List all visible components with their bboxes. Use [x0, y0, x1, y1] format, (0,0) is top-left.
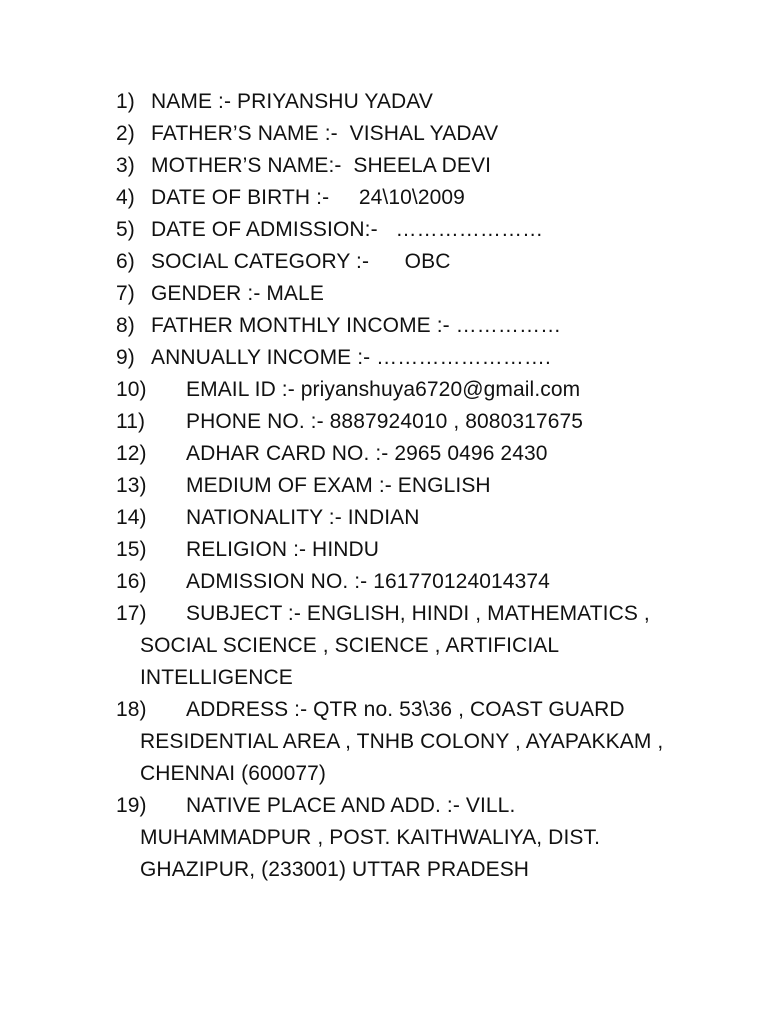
item-number: 1)	[116, 90, 135, 113]
item-number: 13)	[116, 474, 147, 497]
item-text: MOTHER’S NAME:- SHEELA DEVI	[151, 154, 492, 177]
item-text: DATE OF BIRTH :- 24\10\2009	[151, 186, 465, 209]
item-continuation: MUHAMMADPUR , POST. KAITHWALIYA, DIST.	[140, 826, 601, 849]
list-item-subject	[116, 598, 736, 630]
item-text: ANNUALLY INCOME :- …………………….	[151, 346, 551, 369]
item-text: RELIGION :- HINDU	[186, 538, 380, 561]
item-text: FATHER’S NAME :- VISHAL YADAV	[151, 122, 499, 145]
list-item-date-of-birth	[116, 182, 736, 214]
item-number: 9)	[116, 346, 135, 369]
list-item-admission-no	[116, 566, 736, 598]
item-continuation: CHENNAI (600077)	[140, 762, 327, 785]
item-number: 14)	[116, 506, 147, 529]
item-continuation: GHAZIPUR, (233001) UTTAR PRADESH	[140, 858, 530, 881]
item-text: DATE OF ADMISSION:- …………………	[151, 218, 544, 241]
list-item-email	[116, 374, 736, 406]
item-continuation: SOCIAL SCIENCE , SCIENCE , ARTIFICIAL	[140, 634, 560, 657]
item-text: MEDIUM OF EXAM :- ENGLISH	[186, 474, 491, 497]
item-number: 4)	[116, 186, 135, 209]
item-number: 2)	[116, 122, 135, 145]
list-item-date-of-admission	[116, 214, 736, 246]
item-text: ADMISSION NO. :- 161770124014374	[186, 570, 550, 593]
list-item-name	[116, 86, 736, 118]
list-item-nationality	[116, 502, 736, 534]
list-item-gender	[116, 278, 736, 310]
item-number: 11)	[116, 410, 146, 433]
item-text: NATIVE PLACE AND ADD. :- VILL.	[186, 794, 516, 817]
item-number: 18)	[116, 698, 147, 721]
list-item-annually-income	[116, 342, 736, 374]
item-continuation: RESIDENTIAL AREA , TNHB COLONY , AYAPAKKAM ,	[140, 730, 664, 753]
item-number: 12)	[116, 442, 147, 465]
item-number: 8)	[116, 314, 135, 337]
list-item-native-place	[116, 790, 736, 822]
list-item-adhar-card	[116, 438, 736, 470]
item-text: ADDRESS :- QTR no. 53\36 , COAST GUARD	[186, 698, 625, 721]
student-details-list	[116, 86, 736, 886]
item-text: FATHER MONTHLY INCOME :- ……………	[151, 314, 562, 337]
item-text: ADHAR CARD NO. :- 2965 0496 2430	[186, 442, 548, 465]
item-number: 10)	[116, 378, 147, 401]
item-text: PHONE NO. :- 8887924010 , 8080317675	[186, 410, 584, 433]
item-text: GENDER :- MALE	[151, 282, 324, 305]
list-item-phone	[116, 406, 736, 438]
list-item-medium-of-exam	[116, 470, 736, 502]
list-item-religion	[116, 534, 736, 566]
item-number: 19)	[116, 794, 147, 817]
item-text: NATIONALITY :- INDIAN	[186, 506, 420, 529]
item-number: 17)	[116, 602, 147, 625]
item-number: 16)	[116, 570, 147, 593]
item-continuation: INTELLIGENCE	[140, 666, 293, 689]
item-number: 6)	[116, 250, 135, 273]
item-number: 3)	[116, 154, 135, 177]
item-text: SOCIAL CATEGORY :- OBC	[151, 250, 451, 273]
list-item-fathers-name	[116, 118, 736, 150]
item-text: SUBJECT :- ENGLISH, HINDI , MATHEMATICS ,	[186, 602, 650, 625]
item-number: 7)	[116, 282, 135, 305]
item-text: EMAIL ID :- priyanshuya6720@gmail.com	[186, 378, 581, 401]
list-item-mothers-name	[116, 150, 736, 182]
list-item-address	[116, 694, 736, 726]
list-item-father-monthly-income	[116, 310, 736, 342]
item-number: 15)	[116, 538, 147, 561]
item-number: 5)	[116, 218, 135, 241]
item-text: NAME :- PRIYANSHU YADAV	[151, 90, 433, 113]
list-item-social-category	[116, 246, 736, 278]
